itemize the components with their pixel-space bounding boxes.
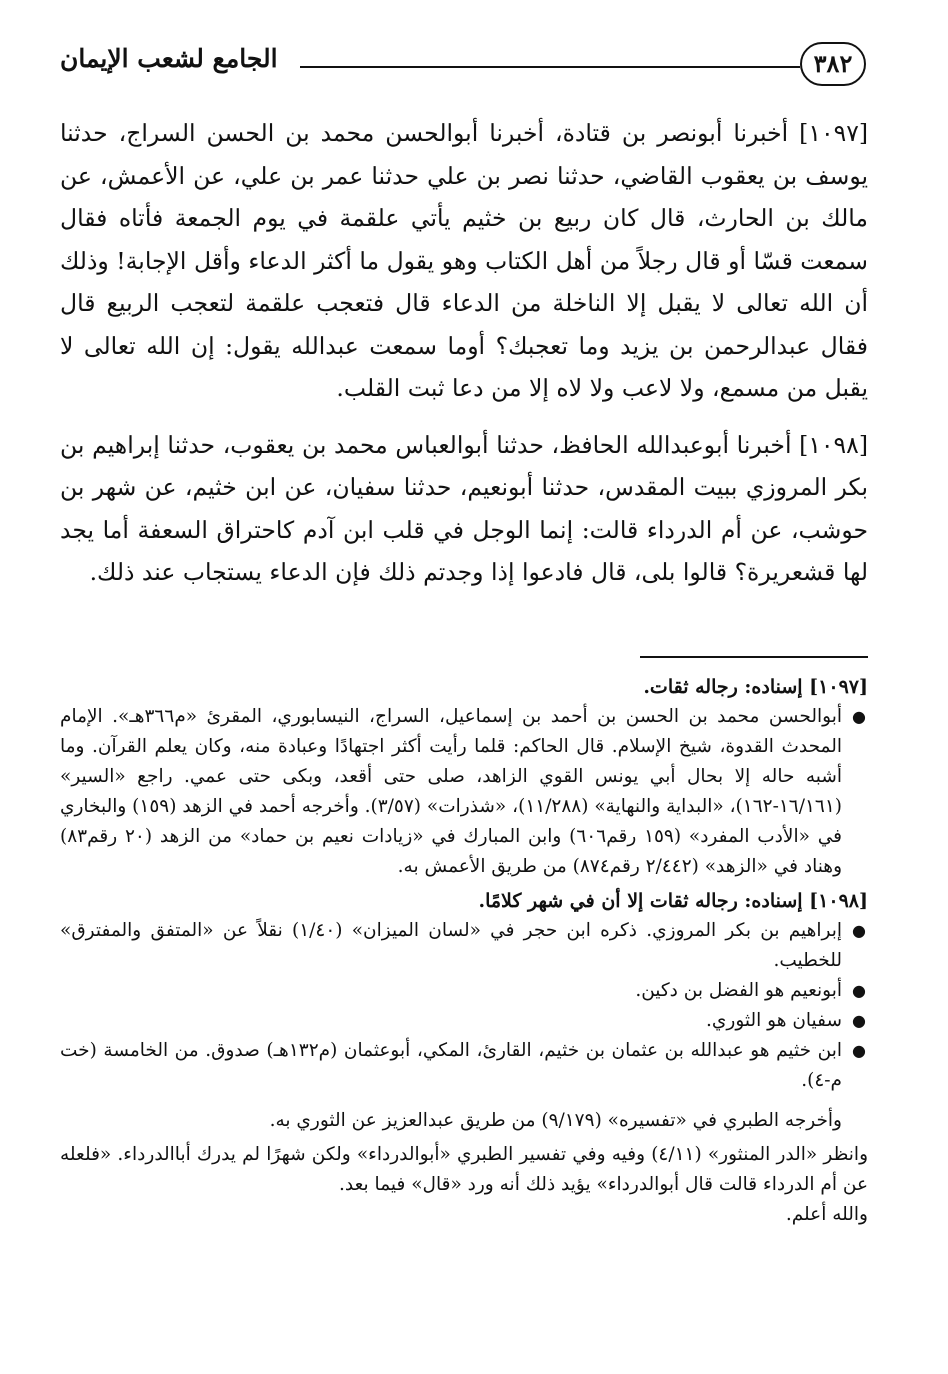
footnote-divider bbox=[640, 656, 868, 658]
bullet-icon: ● bbox=[852, 1011, 866, 1030]
hadith-number: [١٠٩٧] bbox=[799, 119, 868, 147]
footnote-heading-1097: [١٠٩٧] إسناده: رجاله ثقات. bbox=[643, 676, 868, 698]
footnote-item-text: سفيان هو الثوري. bbox=[706, 1010, 842, 1031]
hadith-text: أخبرنا أبونصر بن قتادة، أخبرنا أبوالحسن محمد بن الحسن السراج، حدثنا يوسف بن يعقوب القاضي، حدثنا نصر بن علي حدثنا عمر بن علي، عن الأعمش، عن مالك بن الحارث، قال كان ربيع بن خثيم يأتي علقمة في يوم الجمعة فأتاه فقال سمعت قسّا أو قال رجلاً من أهل الكتاب وهو يقول ما أكثر الدعاء وأقل الإجابة! وذلك أن الله تعالى لا يقبل إلا الناخلة من الدعاء قال فتعجب علقمة لتعجب الربيع قال فقال عبدالرحمن بن يزيد وما تعجبك؟ أوما سمعت عبدالله يقول: إن الله تعالى لا يقبل من مسمع، ولا لاعب ولا لاه إلا من دعا ثبت القلب. bbox=[60, 119, 868, 402]
running-title: الجامع لشعب الإيمان bbox=[60, 44, 278, 73]
footnote-closing: والله أعلم. bbox=[785, 1204, 868, 1225]
footnote-item-text: أبوالحسن محمد بن الحسن بن أحمد بن إسماعيل، السراج، النيسابوري، المقرئ «م٣٦٦هـ». الإمام المحدث القدوة، شيخ الإسلام. قال الحاكم: قلما رأيت أكثر اجتهادًا وعبادة منه، وكان يعلم القرآن. وما أشبه حاله إلا بحال أبي يونس القوي الزاهد، صلى حتى أقعد، وبكى حتى عمي. راجع «السير» (١٦/١٦١-١٦٢)، «البداية والنهاية» (١١/٢٨٨)، «شذرات» (٣/٥٧). وأخرجه أحمد في الزهد (١٥٩) والبخاري في «الأدب المفرد» (١٥٩ رقم٦٠٦) وابن المبارك في «زيادات نعيم بن حماد» من الزهد (٢٠ رقم٨٣) وهناد في «الزهد» (٢/٤٤٢ رقم٨٧٤) من طريق الأعمش به. bbox=[60, 706, 842, 877]
footnote-item-text: إبراهيم بن بكر المروزي. ذكره ابن حجر في «لسان الميزان» (١/٤٠) نقلاً عن «المتفق والمفترق» للخطيب. bbox=[60, 920, 842, 971]
bullet-icon: ● bbox=[852, 707, 866, 726]
header-rule bbox=[300, 66, 800, 68]
page-number: ٣٨٢ bbox=[800, 42, 866, 86]
hadith-number: [١٠٩٨] bbox=[799, 430, 868, 459]
hadith-text: أخبرنا أبوعبدالله الحافظ، حدثنا أبوالعباس محمد بن يعقوب، حدثنا إبراهيم بن بكر المروزي ببيت المقدس، حدثنا أبونعيم، حدثنا سفيان، عن ابن خثيم، عن شهر بن حوشب، عن أم الدرداء قالت: إنما الوجل في قلب ابن آدم كاحتراق السعفة أما يجد لها قشعريرة؟ قالوا بلى، قال فادعوا إذا وجدتم ذلك فإن الدعاء يستجاب عند ذلك. bbox=[60, 430, 868, 586]
footnote-item-text: أبونعيم هو الفضل بن دكين. bbox=[635, 980, 842, 1001]
footnote-item-text: ابن خثيم هو عبدالله بن عثمان بن خثيم، القارئ، المكي، أبوعثمان (م١٣٢هـ) صدوق. من الخامسة (خت م-٤). bbox=[60, 1040, 842, 1091]
main-text bbox=[60, 112, 868, 602]
footnote-bullet-item bbox=[60, 702, 868, 882]
footnote-bullet-item bbox=[60, 916, 868, 976]
footnote-note: وأخرجه الطبري في «تفسيره» (٩/١٧٩) من طريق عبدالعزيز عن الثوري به. bbox=[269, 1110, 842, 1131]
page-header bbox=[60, 36, 866, 96]
footnote-list-1097 bbox=[60, 702, 868, 882]
bullet-icon: ● bbox=[852, 1041, 866, 1060]
hadith-paragraph-1097 bbox=[60, 112, 868, 410]
footnote-note: وانظر «الدر المنثور» (٤/١١) وفيه وفي تفسير الطبري «أبوالدرداء» ولكن شهرًا لم يدرك أباالدرداء. «فلعله عن أم الدرداء قالت قال أبوالدرداء» يؤيد ذلك أنه ورد «قال» فيما بعد. bbox=[60, 1144, 869, 1195]
footnote-bullet-item bbox=[60, 1036, 868, 1096]
footnote-heading-1098: [١٠٩٨] إسناده: رجاله ثقات إلا أن في شهر كلامًا. bbox=[478, 890, 868, 912]
footnotes bbox=[60, 672, 868, 1230]
footnote-bullet-item bbox=[60, 976, 868, 1006]
bullet-icon: ● bbox=[852, 981, 866, 1000]
footnote-bullet-item bbox=[60, 1006, 868, 1036]
hadith-paragraph-1098 bbox=[60, 424, 868, 594]
bullet-icon: ● bbox=[852, 921, 866, 940]
footnote-list-1098 bbox=[60, 916, 868, 1096]
